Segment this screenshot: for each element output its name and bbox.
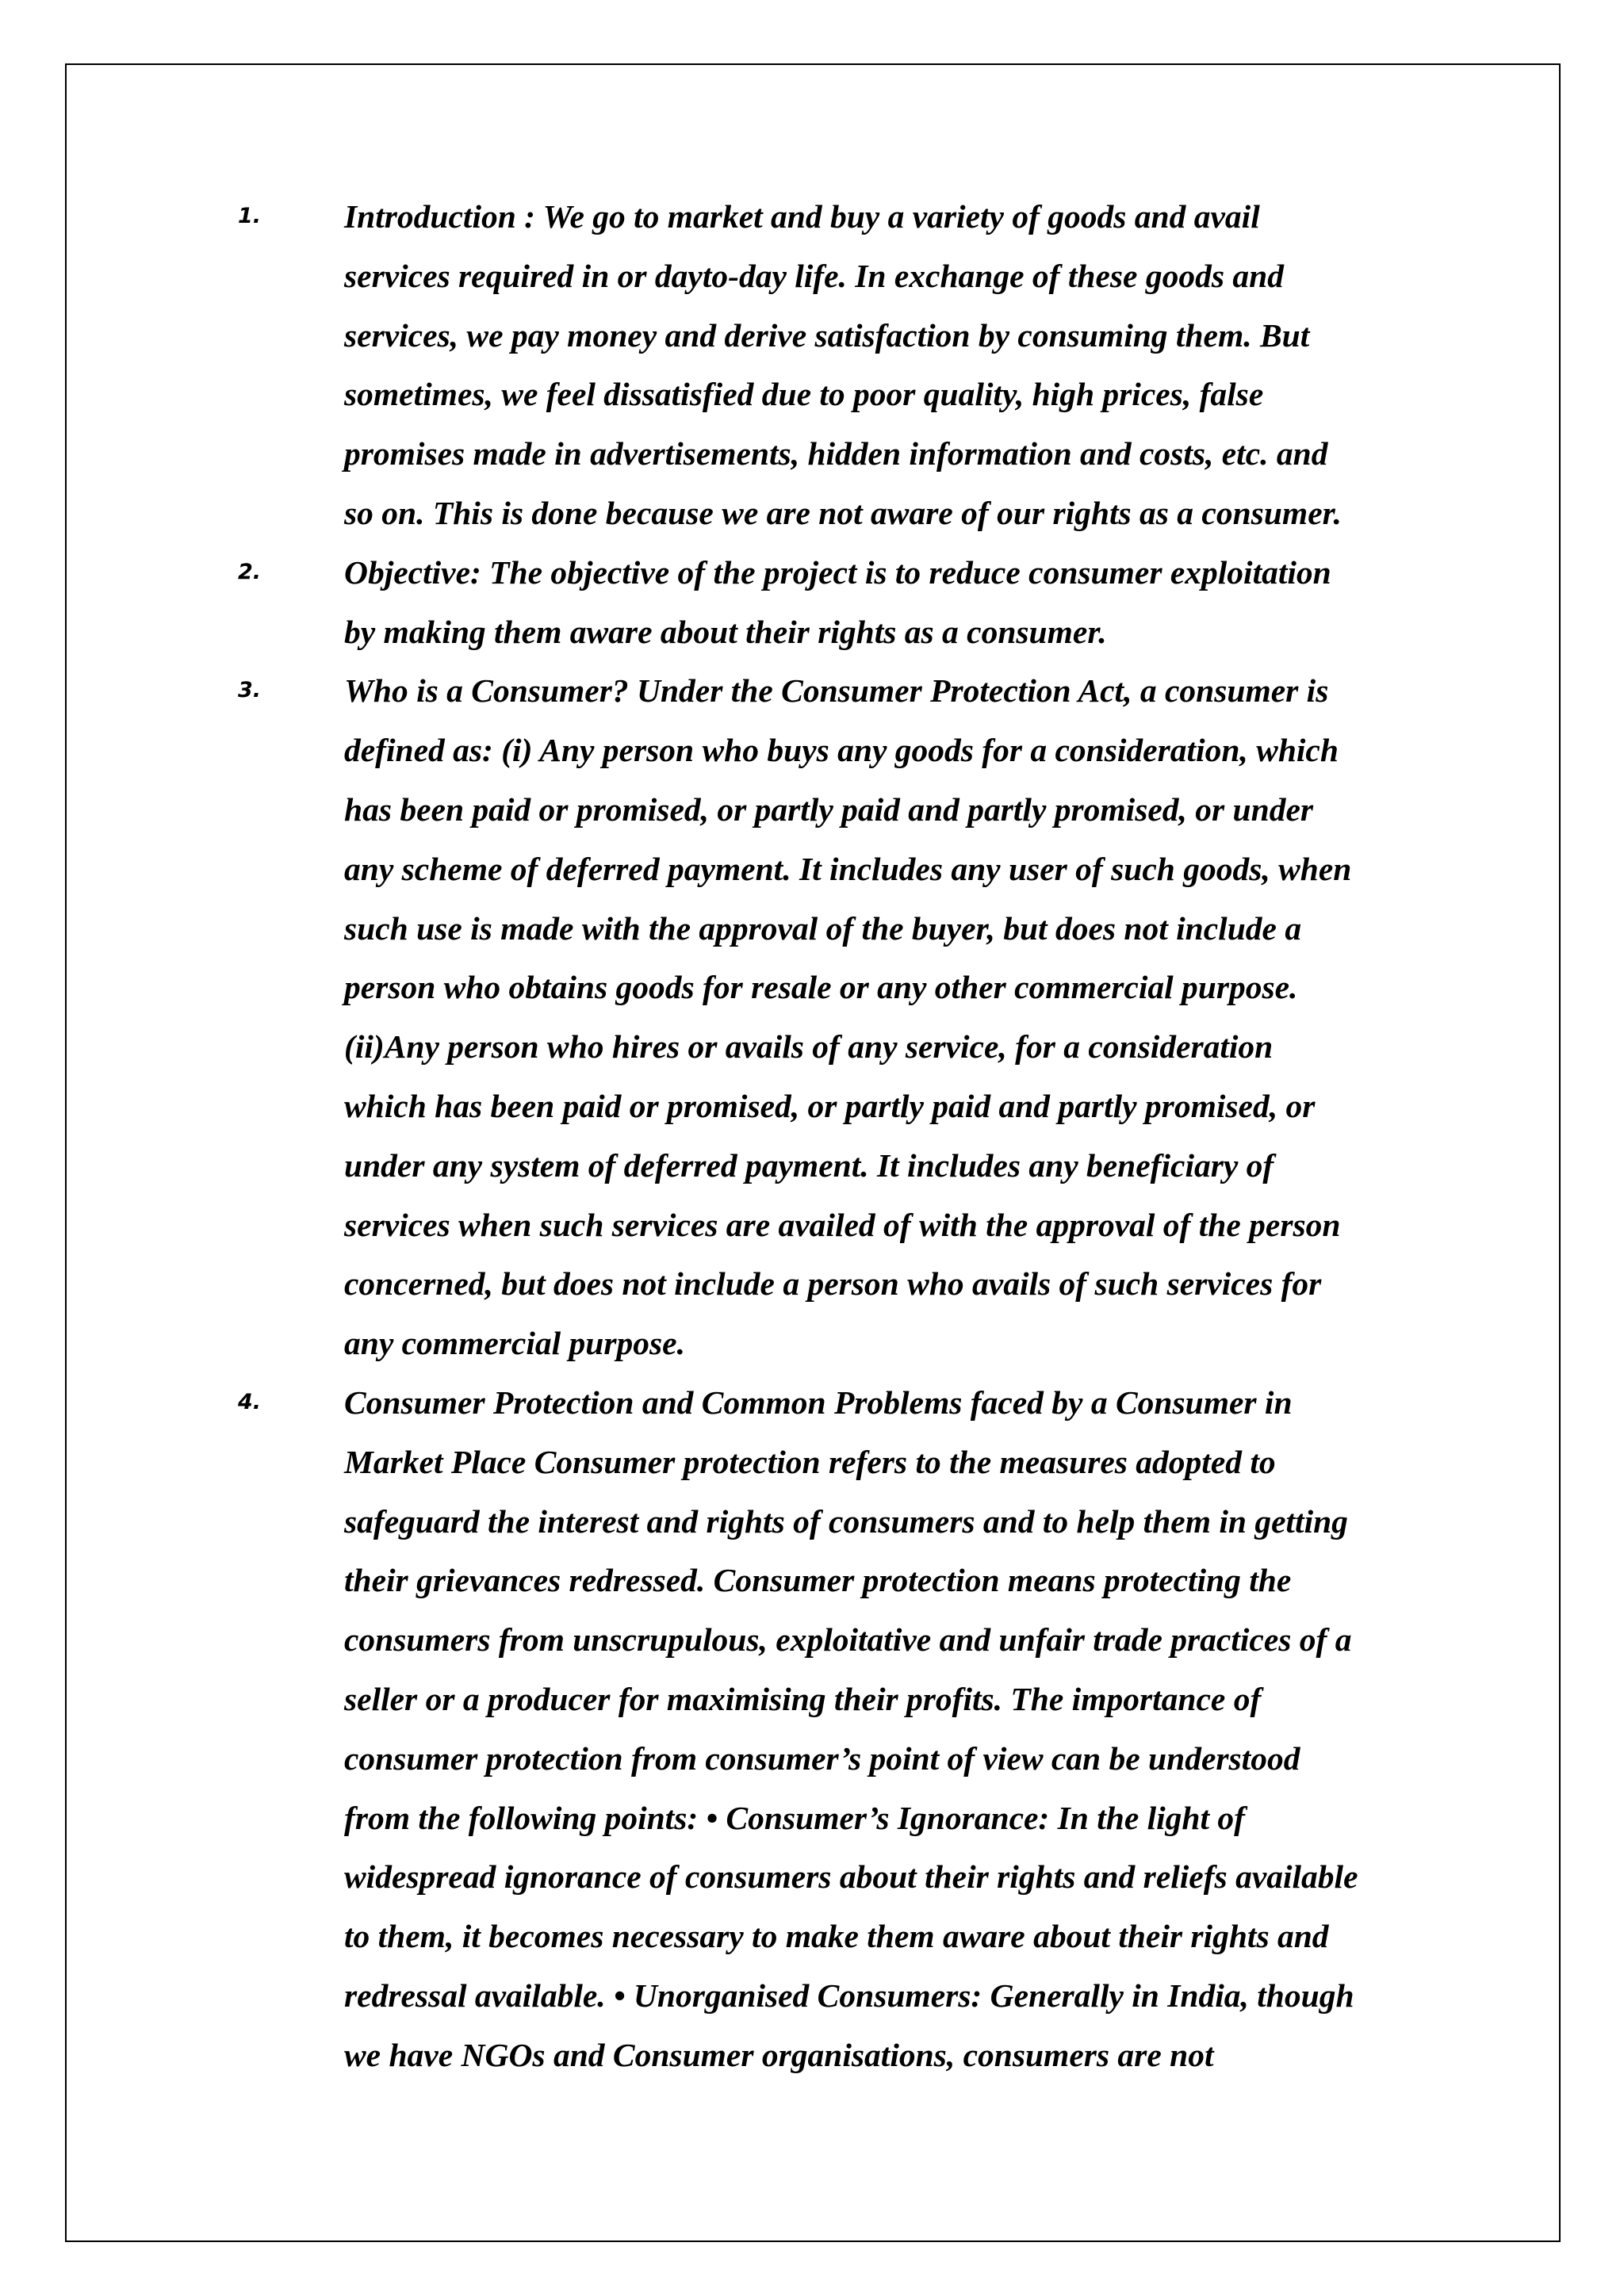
list-item-introduction <box>238 187 1443 543</box>
text-line: services required in or dayto-day life. In exchange of these goods and <box>344 257 1284 294</box>
text-line: under any system of deferred payment. It includes any beneficiary of <box>344 1146 1274 1184</box>
text-line: defined as: (i) Any person who buys any goods for a consideration, which <box>344 732 1339 769</box>
document-body <box>238 187 1443 2085</box>
text-line: consumer protection from consumer’s point of view can be understood <box>344 1739 1300 1777</box>
list-number: 2. <box>238 559 262 584</box>
text-line: by making them aware about their rights as a consumer. <box>344 613 1107 650</box>
text-line: has been paid or promised, or partly paid and partly promised, or under <box>344 790 1314 828</box>
list-item-consumer-protection <box>238 1373 1443 2085</box>
text-line: redressal available. • Unorganised Consumers: Generally in India, though <box>344 1976 1354 2014</box>
text-line: widespread ignorance of consumers about their rights and reliefs available <box>344 1858 1358 1896</box>
text-line: we have NGOs and Consumer organisations, consumers are not <box>344 2036 1214 2073</box>
text-line: (ii)Any person who hires or avails of any service, for a consideration <box>344 1028 1274 1066</box>
list-text <box>344 1373 1443 2085</box>
list-number: 3. <box>238 678 262 703</box>
text-line: seller or a producer for maximising their profits. The importance of <box>344 1680 1262 1717</box>
text-line: Market Place Consumer protection refers to the measures adopted to <box>344 1443 1276 1480</box>
list-number: 1. <box>238 204 262 228</box>
text-line: Introduction : We go to market and buy a variety of goods and avail <box>344 198 1260 235</box>
text-line: to them, it becomes necessary to make them aware about their rights and <box>344 1918 1329 1955</box>
text-line: Objective: The objective of the project is to reduce consumer exploitation <box>344 553 1331 591</box>
list-text <box>344 661 1443 1373</box>
text-line: promises made in advertisements, hidden information and costs, etc. and <box>344 435 1328 473</box>
text-line: concerned, but does not include a person who avails of such services for <box>344 1265 1322 1303</box>
text-line: safeguard the interest and rights of consumers and to help them in getting <box>344 1502 1348 1540</box>
text-line: Consumer Protection and Common Problems faced by a Consumer in <box>344 1383 1293 1421</box>
text-line: consumers from unscrupulous, exploitative and unfair trade practices of a <box>344 1621 1352 1659</box>
text-line: services when such services are availed of with the approval of the person <box>344 1206 1341 1243</box>
list-item-objective <box>238 543 1443 662</box>
list-number: 4. <box>238 1389 262 1414</box>
text-line: services, we pay money and derive satisfaction by consuming them. But <box>344 316 1310 354</box>
text-line: person who obtains goods for resale or any other commercial purpose. <box>344 969 1298 1006</box>
list-item-who-is-consumer <box>238 661 1443 1373</box>
text-line: so on. This is done because we are not aware of our rights as a consumer. <box>344 494 1342 531</box>
text-line: any scheme of deferred payment. It includes any user of such goods, when <box>344 850 1352 887</box>
list-text <box>344 187 1443 543</box>
text-line: from the following points: • Consumer’s Ignorance: In the light of <box>344 1799 1245 1836</box>
text-line: their grievances redressed. Consumer protection means protecting the <box>344 1562 1292 1599</box>
text-line: such use is made with the approval of the buyer, but does not include a <box>344 909 1302 947</box>
list-text <box>344 543 1443 662</box>
text-line: which has been paid or promised, or partly paid and partly promised, or <box>344 1087 1316 1124</box>
text-line: Who is a Consumer? Under the Consumer Protection Act, a consumer is <box>344 672 1329 710</box>
text-line: any commercial purpose. <box>344 1325 685 1362</box>
text-line: sometimes, we feel dissatisfied due to poor quality, high prices, false <box>344 376 1264 413</box>
